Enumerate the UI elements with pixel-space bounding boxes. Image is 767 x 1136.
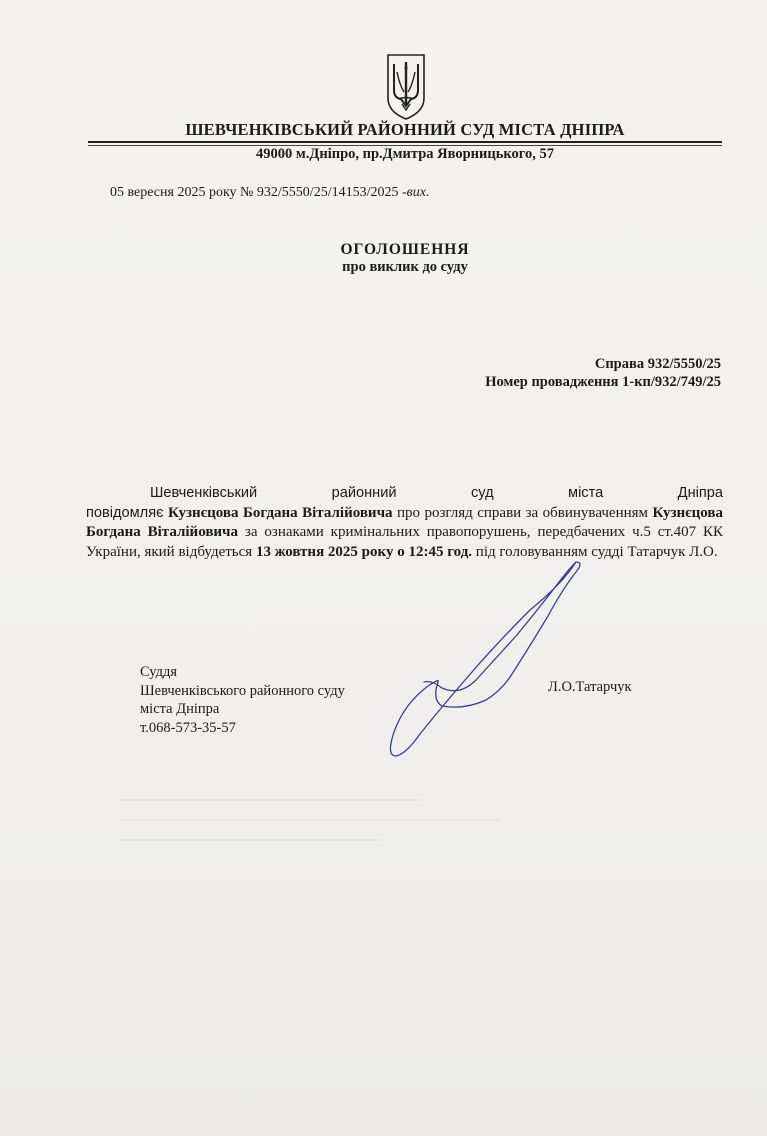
outgoing-number-suffix: -вих. [398,185,430,200]
header-rule [88,141,722,143]
court-name: ШЕВЧЕНКІВСЬКИЙ РАЙОННИЙ СУД МІСТА ДНІПРА [185,120,625,139]
case-number: Справа 932/5550/25 [594,356,721,372]
defendant-name-repeat: Кузнєцова Богдана Віталійовича [86,504,723,540]
judge-city-line: міста Дніпра [140,701,220,717]
body-intro: Шевченківський районний суд міста Дніпра повідомляє [86,485,723,521]
outgoing-number [110,185,429,201]
document-title: ОГОЛОШЕННЯ [340,241,470,258]
trident-emblem-icon [384,52,428,122]
judge-signature-block [140,663,345,737]
court-address: 49000 м.Дніпро, пр.Дмитра Яворницького, 57 [255,146,555,162]
judge-title: Суддя [140,664,178,680]
document-subtitle: про виклик до суду [342,259,468,275]
body-part-3: за ознаками кримінальних правопорушень, передбачених ч.5 ст.407 КК України, який відбудеться [86,524,723,560]
bleed-through-texture [120,790,540,850]
judge-phone: т.068-573-35-57 [140,719,236,736]
judge-name: Л.О.Татарчук [548,679,632,695]
outgoing-number-text: 05 вересня 2025 року № 932/5550/25/14153/2025 [110,185,399,200]
handwritten-signature [380,550,590,765]
defendant-name: Кузнєцова Богдана Віталійовича [168,504,393,521]
proceeding-number: Номер провадження 1-кп/932/749/25 [485,374,721,390]
body-part-4: під головуванням судді Татарчук Л.О. [472,543,718,560]
judge-court-line: Шевченківського районного суду [140,682,345,699]
hearing-datetime: 13 жовтня 2025 року о 12:45 год. [255,543,473,560]
body-part-2: про розгляд справи за обвинуваченням [392,504,653,521]
